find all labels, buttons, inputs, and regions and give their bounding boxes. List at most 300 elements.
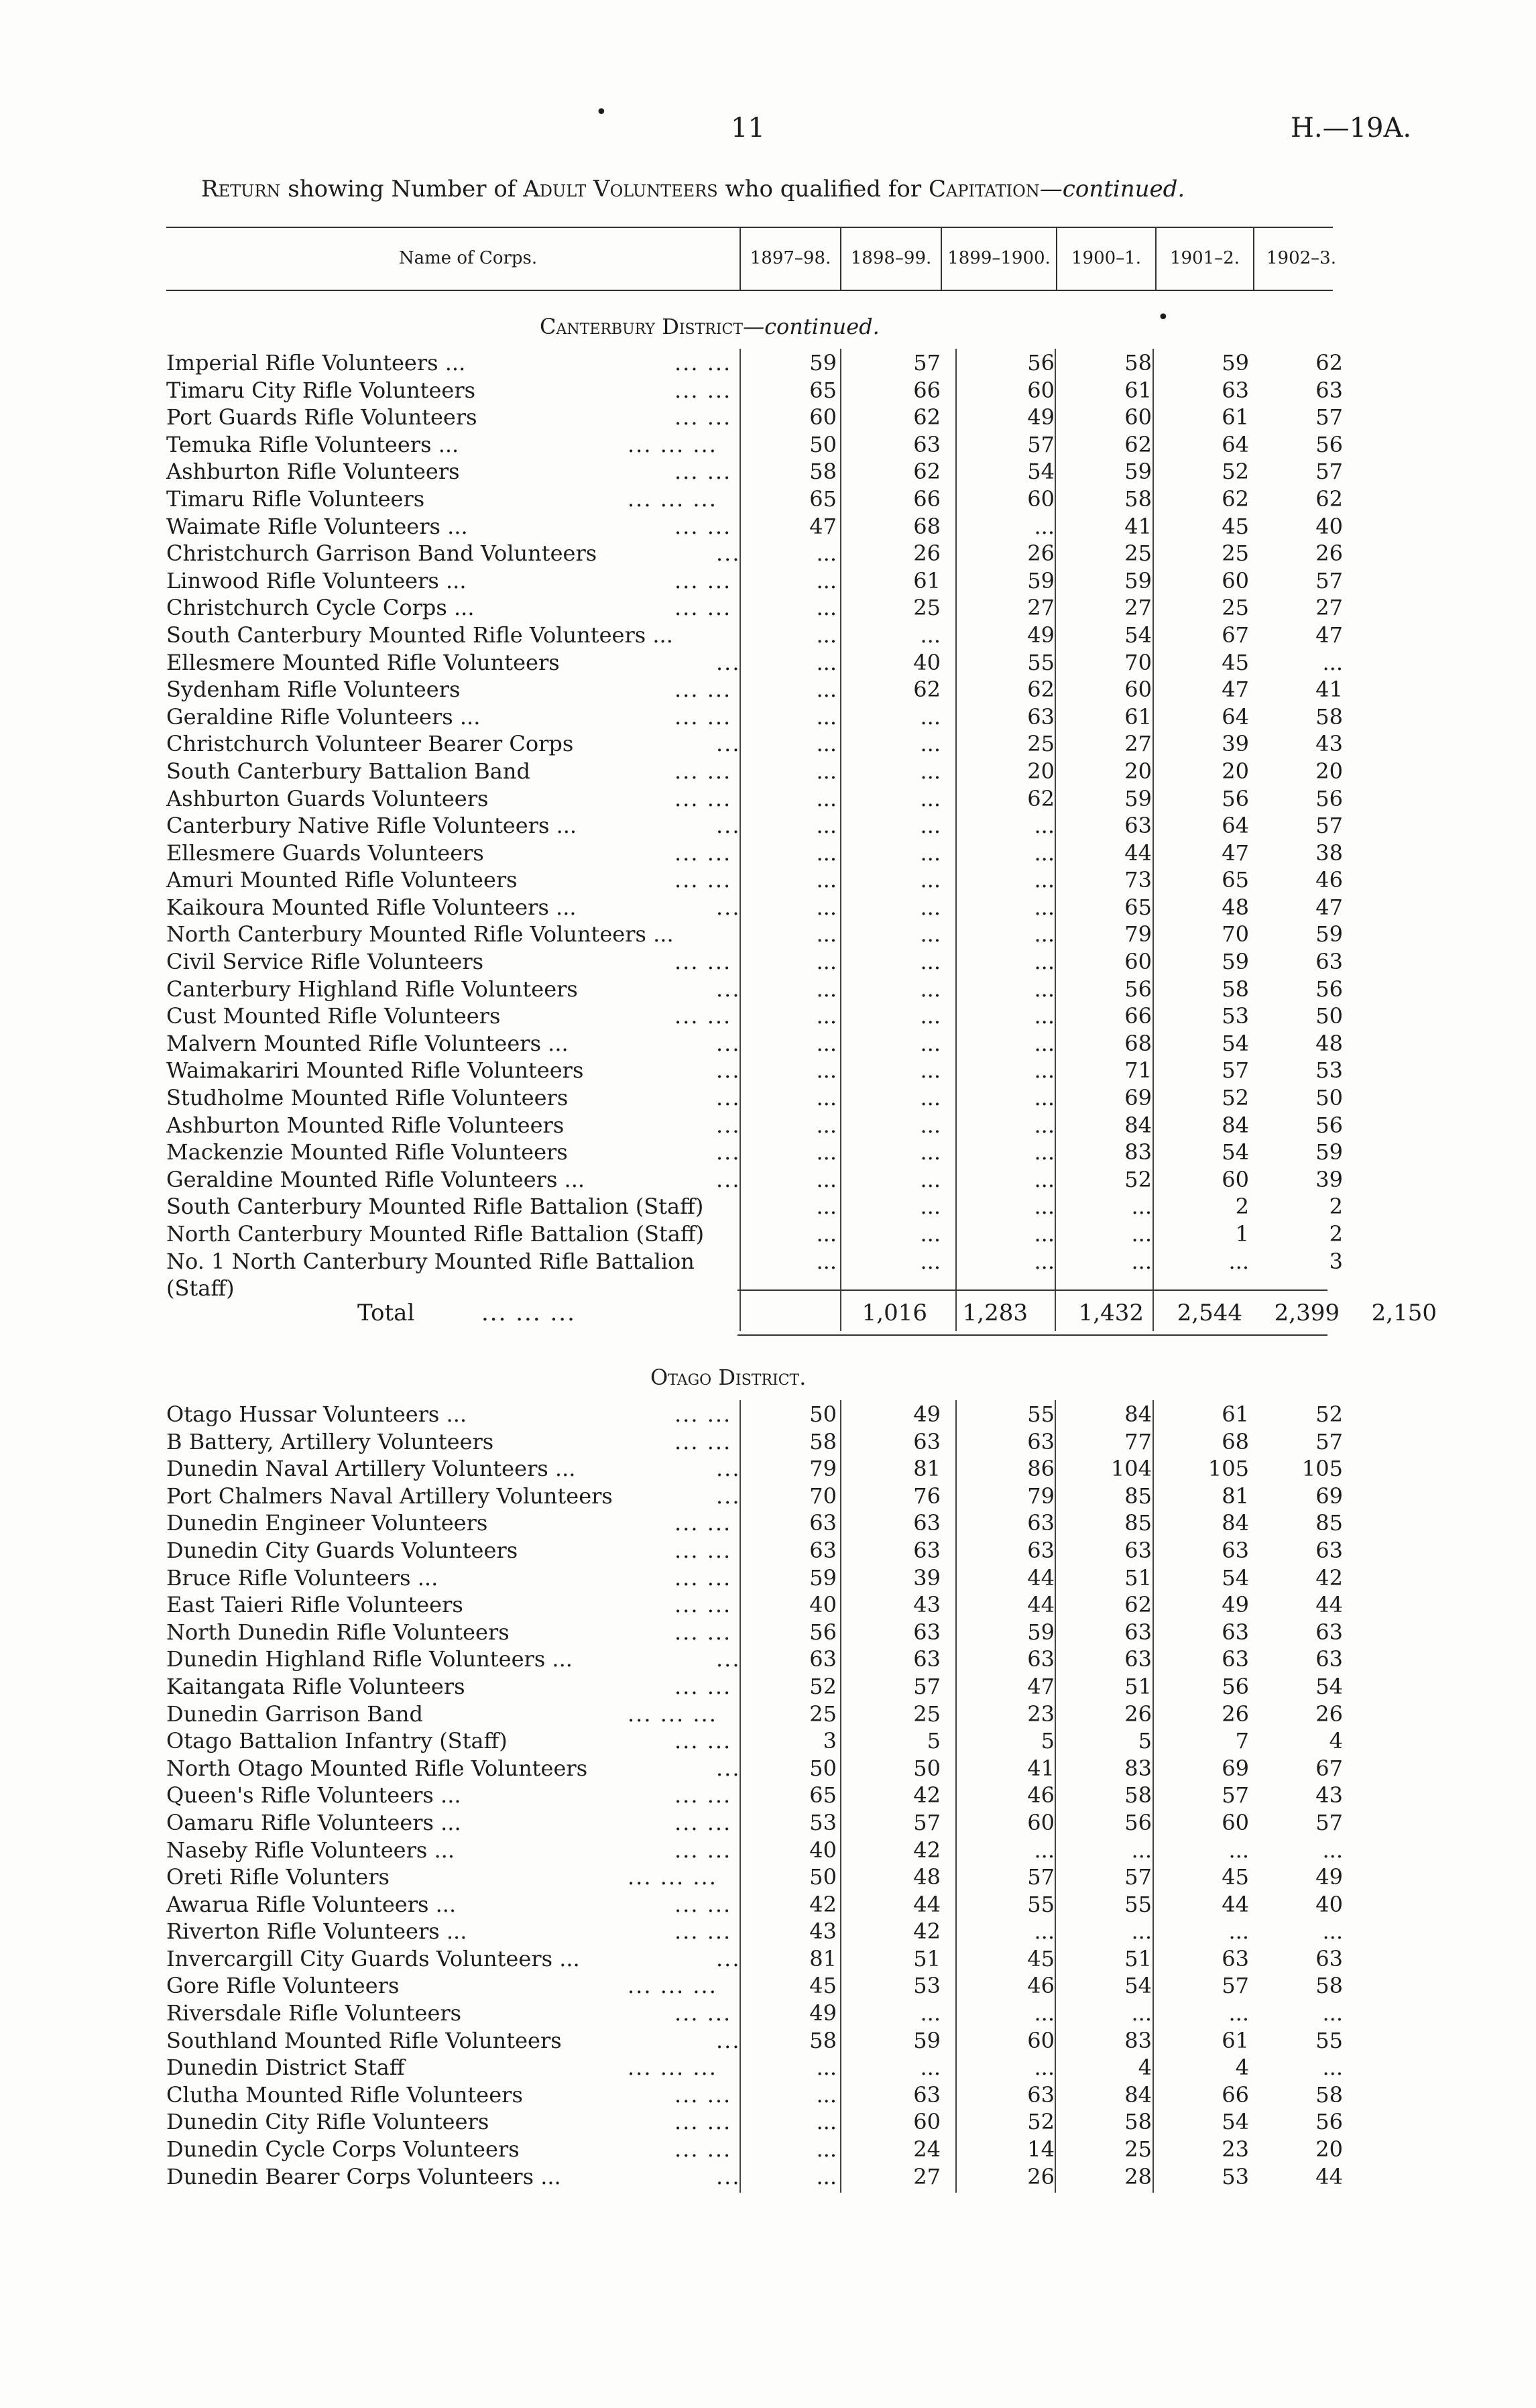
- cell-value: 51: [1124, 1564, 1152, 1591]
- cell-value: 23: [1027, 1701, 1055, 1727]
- cell-value: 79: [1027, 1483, 1055, 1509]
- cell-value: 45: [1222, 1864, 1249, 1890]
- cell-value: 104: [1110, 1456, 1152, 1482]
- cell-value: 84: [1222, 1112, 1249, 1138]
- corps-name: Port Chalmers Naval Artillery Volunteers: [166, 1483, 613, 1509]
- dot-leader: ... ...: [674, 2136, 732, 2163]
- cell-value: 27: [1124, 595, 1152, 621]
- corps-name: Ashburton Guards Volunteers: [166, 785, 489, 811]
- cell-value: 56: [1124, 976, 1152, 1002]
- cell-value: ...: [1228, 2000, 1249, 2026]
- cell-value: 58: [1124, 485, 1152, 512]
- corps-name: Ellesmere Mounted Rifle Volunteers: [166, 649, 560, 675]
- page-number: 11: [731, 113, 765, 144]
- cell-value: ...: [1034, 2055, 1055, 2081]
- corps-name: Ashburton Mounted Rifle Volunteers: [166, 1112, 565, 1138]
- cell-value: 63: [1124, 1537, 1152, 1563]
- cell-value: 55: [1124, 1891, 1152, 1917]
- cell-value: ...: [1034, 2000, 1055, 2026]
- cell-value: ...: [1034, 1166, 1055, 1192]
- cell-value: 62: [1124, 1592, 1152, 1618]
- cell-value: 62: [1124, 431, 1152, 457]
- cell-value: 40: [1315, 1891, 1343, 1917]
- cell-value: ...: [816, 1166, 837, 1192]
- cell-value: 40: [913, 649, 941, 675]
- cell-value: ...: [816, 1139, 837, 1165]
- cell-value: ...: [816, 567, 837, 593]
- corps-name: Kaitangata Rifle Volunteers: [166, 1673, 465, 1699]
- cell-value: 5: [1138, 1728, 1152, 1754]
- cell-value: 50: [913, 1755, 941, 1781]
- cell-value: 57: [1222, 1782, 1249, 1809]
- corps-name: Dunedin City Rifle Volunteers: [166, 2109, 489, 2135]
- cell-value: 63: [1315, 377, 1343, 403]
- cell-value: ...: [920, 840, 941, 866]
- total-rule: [737, 1289, 1327, 1291]
- cell-value: 20: [1027, 758, 1055, 784]
- cell-value: 55: [1315, 2027, 1343, 2053]
- dot-leader: ... ...: [674, 1003, 732, 1029]
- corps-name: Dunedin Highland Rifle Volunteers ...: [166, 1646, 573, 1672]
- dot-leader: ... ...: [674, 2109, 732, 2135]
- corps-name: Invercargill City Guards Volunteers ...: [166, 1945, 580, 1971]
- cell-value: 49: [809, 2000, 837, 2026]
- cell-value: 47: [1222, 840, 1249, 866]
- dot-leader: ...: [716, 1057, 741, 1084]
- cell-value: 63: [913, 2081, 941, 2108]
- cell-value: 46: [1027, 1782, 1055, 1809]
- dot-leader: ...: [716, 813, 741, 839]
- cell-value: 63: [1222, 1537, 1249, 1563]
- cell-value: 50: [1315, 1085, 1343, 1111]
- corps-name: Canterbury Native Rifle Volunteers ...: [166, 813, 577, 839]
- dot-leader: ... ...: [674, 1619, 732, 1645]
- column-rule: [1055, 1400, 1056, 2193]
- cell-value: 47: [1222, 677, 1249, 703]
- cell-value: 44: [1027, 1592, 1055, 1618]
- cell-value: 62: [913, 459, 941, 485]
- cell-value: ...: [1228, 1837, 1249, 1863]
- cell-value: 60: [1124, 949, 1152, 975]
- cell-value: ...: [816, 1112, 837, 1138]
- cell-value: ...: [1034, 1057, 1055, 1084]
- cell-value: 66: [913, 485, 941, 512]
- corps-name: B Battery, Artillery Volunteers: [166, 1428, 494, 1454]
- cell-value: 62: [1315, 350, 1343, 376]
- cell-value: ...: [1034, 1003, 1055, 1029]
- cell-value: 61: [1222, 1401, 1249, 1427]
- cell-value: 56: [1315, 976, 1343, 1002]
- cell-value: 69: [1124, 1085, 1152, 1111]
- total-value: 1,016: [862, 1300, 927, 1326]
- cell-value: 27: [913, 2163, 941, 2189]
- corps-name: Dunedin City Guards Volunteers: [166, 1537, 518, 1563]
- dot-leader: ... ... ...: [628, 2055, 717, 2081]
- cell-value: 25: [1124, 540, 1152, 567]
- cell-value: 39: [913, 1564, 941, 1591]
- title-adult-volunteers: Adult Volunteers: [523, 176, 718, 203]
- dot-leader: ... ...: [674, 1428, 732, 1454]
- cell-value: ...: [1034, 1085, 1055, 1111]
- corps-name: Awarua Rifle Volunteers ...: [166, 1891, 457, 1917]
- cell-value: 57: [1315, 404, 1343, 431]
- cell-value: 49: [1027, 622, 1055, 648]
- cell-value: 44: [1027, 1564, 1055, 1591]
- cell-value: 57: [1315, 1428, 1343, 1454]
- dot-leader: ... ...: [674, 1564, 732, 1591]
- title-text-2: who qualified for: [717, 176, 929, 203]
- cell-value: 63: [1124, 1646, 1152, 1672]
- column-rule: [840, 1400, 841, 2193]
- cell-value: ...: [1131, 1918, 1152, 1945]
- dot-leader: ...: [716, 1085, 741, 1111]
- dot-leader: ... ...: [674, 840, 732, 866]
- cell-value: 63: [1027, 2081, 1055, 2108]
- cell-value: 50: [809, 431, 837, 457]
- cell-value: 43: [1315, 1782, 1343, 1809]
- cell-value: 60: [1124, 404, 1152, 431]
- cell-value: 63: [913, 431, 941, 457]
- cell-value: 60: [809, 404, 837, 431]
- cell-value: 45: [1222, 649, 1249, 675]
- cell-value: 56: [1124, 1809, 1152, 1835]
- dot-leader: ... ... ...: [628, 1973, 717, 1999]
- cell-value: 81: [1222, 1483, 1249, 1509]
- cell-value: 76: [913, 1483, 941, 1509]
- cell-value: 63: [1124, 813, 1152, 839]
- cell-value: 42: [1315, 1564, 1343, 1591]
- dot-leader: ... ...: [674, 703, 732, 730]
- cell-value: ...: [1131, 1837, 1152, 1863]
- cell-value: 65: [1124, 894, 1152, 920]
- cell-value: 49: [913, 1401, 941, 1427]
- cell-value: 57: [913, 350, 941, 376]
- cell-value: 70: [1124, 649, 1152, 675]
- cell-value: ...: [816, 758, 837, 784]
- cell-value: 26: [1027, 540, 1055, 567]
- cell-value: 45: [1027, 1945, 1055, 1971]
- corps-name: Oreti Rifle Volunters: [166, 1864, 390, 1890]
- cell-value: 48: [1315, 1030, 1343, 1056]
- cell-value: 69: [1222, 1755, 1249, 1781]
- dot-leader: ... ...: [674, 1809, 732, 1835]
- cell-value: 56: [809, 1619, 837, 1645]
- cell-value: 27: [1124, 731, 1152, 757]
- cell-value: ...: [816, 2136, 837, 2163]
- cell-value: 42: [913, 1782, 941, 1809]
- cell-value: 63: [913, 1428, 941, 1454]
- cell-value: ...: [1034, 1837, 1055, 1863]
- cell-value: 45: [809, 1973, 837, 1999]
- cell-value: 26: [1124, 1701, 1152, 1727]
- cell-value: 2: [1329, 1221, 1343, 1247]
- cell-value: 68: [1222, 1428, 1249, 1454]
- cell-value: 61: [1124, 377, 1152, 403]
- cell-value: 38: [1315, 840, 1343, 866]
- dot-leader: ... ...: [674, 2081, 732, 2108]
- corps-name: Gore Rifle Volunteers: [166, 1973, 400, 1999]
- cell-value: 59: [1027, 567, 1055, 593]
- cell-value: 84: [1124, 1112, 1152, 1138]
- cell-value: 67: [1315, 1755, 1343, 1781]
- cell-value: ...: [816, 2081, 837, 2108]
- cell-value: 59: [1315, 1139, 1343, 1165]
- cell-value: 3: [1329, 1248, 1343, 1274]
- cell-value: 42: [913, 1918, 941, 1945]
- cell-value: 4: [1138, 2055, 1152, 2081]
- corps-name: North Dunedin Rifle Volunteers: [166, 1619, 510, 1645]
- corps-name: Southland Mounted Rifle Volunteers: [166, 2027, 562, 2053]
- cell-value: ...: [816, 894, 837, 920]
- cell-value: 58: [1124, 1782, 1152, 1809]
- corps-name: North Canterbury Mounted Rifle Volunteers ...: [166, 921, 674, 948]
- dot-leader: ...: [716, 1945, 741, 1971]
- cell-value: 58: [1124, 2109, 1152, 2135]
- dot-leader: ... ...: [674, 350, 732, 376]
- total-value: 2,399: [1274, 1300, 1340, 1326]
- cell-value: ...: [816, 649, 837, 675]
- cell-value: 52: [1027, 2109, 1055, 2135]
- cell-value: 20: [1222, 758, 1249, 784]
- cell-value: 28: [1124, 2163, 1152, 2189]
- dot-leader: ... ...: [674, 404, 732, 431]
- cell-value: 58: [809, 2027, 837, 2053]
- cell-value: 57: [913, 1809, 941, 1835]
- cell-value: ...: [920, 1139, 941, 1165]
- cell-value: ...: [920, 867, 941, 893]
- cell-value: ...: [1034, 1221, 1055, 1247]
- dot-leader: ... ...: [674, 1537, 732, 1563]
- corps-name: Timaru City Rifle Volunteers: [166, 377, 476, 403]
- dot-leader: ... ... ...: [628, 1864, 717, 1890]
- cell-value: 59: [1027, 1619, 1055, 1645]
- cell-value: ...: [816, 976, 837, 1002]
- column-rule: [1153, 1400, 1154, 2193]
- corps-name: Queen's Rifle Volunteers ...: [166, 1782, 461, 1809]
- cell-value: 63: [1315, 1537, 1343, 1563]
- corps-name: Linwood Rifle Volunteers ...: [166, 567, 467, 593]
- cell-value: 83: [1124, 2027, 1152, 2053]
- cell-value: ...: [1034, 949, 1055, 975]
- cell-value: ...: [920, 1194, 941, 1220]
- cell-value: 64: [1222, 703, 1249, 730]
- cell-value: 26: [913, 540, 941, 567]
- cell-value: ...: [920, 976, 941, 1002]
- dot-leader: ... ...: [674, 1891, 732, 1917]
- cell-value: 60: [1124, 677, 1152, 703]
- cell-value: 69: [1315, 1483, 1343, 1509]
- cell-value: 27: [1027, 595, 1055, 621]
- cell-value: 60: [1222, 1166, 1249, 1192]
- cell-value: ...: [920, 1221, 941, 1247]
- cell-value: 2: [1329, 1194, 1343, 1220]
- dot-leader: ...: [716, 1166, 741, 1192]
- cell-value: 4: [1329, 1728, 1343, 1754]
- cell-value: 44: [1315, 1592, 1343, 1618]
- cell-value: 105: [1301, 1456, 1343, 1482]
- cell-value: 59: [809, 1564, 837, 1591]
- cell-value: 47: [1315, 894, 1343, 920]
- corps-name: Canterbury Highland Rifle Volunteers: [166, 976, 578, 1002]
- cell-value: 54: [1222, 1564, 1249, 1591]
- cell-value: 26: [1027, 2163, 1055, 2189]
- cell-value: 85: [1315, 1510, 1343, 1536]
- cell-value: 3: [823, 1728, 837, 1754]
- cell-value: 26: [1315, 1701, 1343, 1727]
- column-rule: [955, 1400, 957, 2193]
- cell-value: 43: [809, 1918, 837, 1945]
- cell-value: 44: [1124, 840, 1152, 866]
- dot-leader: ...: [716, 1646, 741, 1672]
- cell-value: ...: [1131, 1194, 1152, 1220]
- cell-value: 5: [1041, 1728, 1055, 1754]
- cell-value: ...: [920, 813, 941, 839]
- cell-value: 39: [1315, 1166, 1343, 1192]
- corps-name: South Canterbury Battalion Band: [166, 758, 530, 784]
- cell-value: ...: [816, 1085, 837, 1111]
- cell-value: 65: [809, 1782, 837, 1809]
- dot-leader: ... ...: [674, 867, 732, 893]
- total-value: 1,432: [1078, 1300, 1144, 1326]
- cell-value: 44: [913, 1891, 941, 1917]
- cell-value: 56: [1315, 1112, 1343, 1138]
- total-leader: ... ... ...: [481, 1300, 576, 1326]
- dot-leader: ... ... ...: [628, 485, 717, 512]
- cell-value: ...: [816, 703, 837, 730]
- cell-value: ...: [1034, 976, 1055, 1002]
- cell-value: 47: [1027, 1673, 1055, 1699]
- dot-leader: ...: [716, 1030, 741, 1056]
- dot-leader: ... ...: [674, 1510, 732, 1536]
- dot-leader: ...: [716, 540, 741, 567]
- cell-value: 43: [1315, 731, 1343, 757]
- corps-name: Waimakariri Mounted Rifle Volunteers: [166, 1057, 584, 1084]
- ink-mark: •: [595, 101, 607, 124]
- corps-name: Dunedin District Staff: [166, 2055, 405, 2081]
- cell-value: ...: [816, 1248, 837, 1274]
- cell-value: 54: [1315, 1673, 1343, 1699]
- corps-name: (Staff): [166, 1275, 235, 1302]
- cell-value: 57: [1315, 459, 1343, 485]
- canterbury-heading-text: Canterbury District: [540, 314, 744, 339]
- cell-value: 46: [1315, 867, 1343, 893]
- cell-value: ...: [1034, 921, 1055, 948]
- cell-value: 57: [1124, 1864, 1152, 1890]
- dot-leader: ...: [716, 2163, 741, 2189]
- corps-name: Dunedin Garrison Band: [166, 1701, 423, 1727]
- cell-value: ...: [920, 1030, 941, 1056]
- cell-value: 49: [1027, 404, 1055, 431]
- cell-value: 63: [1315, 1619, 1343, 1645]
- cell-value: ...: [920, 622, 941, 648]
- cell-value: ...: [816, 677, 837, 703]
- cell-value: 26: [1222, 1701, 1249, 1727]
- page-title: [201, 176, 1185, 203]
- cell-value: 50: [1315, 1003, 1343, 1029]
- cell-value: 51: [1124, 1673, 1152, 1699]
- cell-value: ...: [1322, 1918, 1343, 1945]
- dot-leader: ... ...: [674, 513, 732, 539]
- cell-value: ...: [816, 1057, 837, 1084]
- corps-name: Clutha Mounted Rifle Volunteers: [166, 2081, 523, 2108]
- cell-value: 58: [809, 459, 837, 485]
- column-rule: [1153, 349, 1154, 1331]
- cell-value: ...: [816, 622, 837, 648]
- cell-value: 2: [1235, 1194, 1249, 1220]
- cell-value: ...: [920, 1003, 941, 1029]
- cell-value: 56: [1222, 1673, 1249, 1699]
- cell-value: 61: [913, 567, 941, 593]
- section-heading-canterbury: [540, 314, 880, 339]
- dot-leader: ...: [716, 1456, 741, 1482]
- cell-value: 47: [809, 513, 837, 539]
- cell-value: ...: [920, 2000, 941, 2026]
- cell-value: 64: [1222, 431, 1249, 457]
- dot-leader: ... ...: [674, 949, 732, 975]
- cell-value: 60: [1222, 567, 1249, 593]
- cell-value: ...: [1131, 1248, 1152, 1274]
- cell-value: 52: [809, 1673, 837, 1699]
- cell-value: 60: [1027, 2027, 1055, 2053]
- cell-value: 52: [1124, 1166, 1152, 1192]
- cell-value: 25: [1222, 540, 1249, 567]
- cell-value: 50: [809, 1401, 837, 1427]
- cell-value: 44: [1222, 1891, 1249, 1917]
- cell-value: 53: [1315, 1057, 1343, 1084]
- cell-value: 84: [1222, 1510, 1249, 1536]
- cell-value: 59: [1124, 459, 1152, 485]
- title-continued: —continued.: [1039, 176, 1185, 203]
- corps-name: Riverton Rifle Volunteers ...: [166, 1918, 467, 1945]
- cell-value: 83: [1124, 1755, 1152, 1781]
- corps-name: North Canterbury Mounted Rifle Battalion (Staff): [166, 1221, 705, 1247]
- cell-value: 53: [913, 1973, 941, 1999]
- cell-value: 83: [1124, 1139, 1152, 1165]
- cell-value: 46: [1027, 1973, 1055, 1999]
- cell-value: ...: [816, 1003, 837, 1029]
- header-year-1900: 1900–1.: [1071, 248, 1141, 268]
- total-value: 1,283: [962, 1300, 1028, 1326]
- cell-value: 62: [1222, 485, 1249, 512]
- corps-name: Dunedin Naval Artillery Volunteers ...: [166, 1456, 576, 1482]
- corps-name: Ashburton Rifle Volunteers: [166, 459, 460, 485]
- cell-value: ...: [920, 1166, 941, 1192]
- cell-value: 66: [913, 377, 941, 403]
- column-rule: [740, 1400, 741, 2193]
- dot-leader: ... ...: [674, 377, 732, 403]
- dot-leader: ... ... ...: [628, 431, 717, 457]
- cell-value: 44: [1315, 2163, 1343, 2189]
- cell-value: 14: [1027, 2136, 1055, 2163]
- cell-value: 63: [1222, 1646, 1249, 1672]
- dot-leader: ...: [716, 731, 741, 757]
- corps-name: Naseby Rifle Volunteers ...: [166, 1837, 455, 1863]
- cell-value: ...: [816, 785, 837, 811]
- document-reference: H.—19A.: [1291, 113, 1412, 144]
- cell-value: 73: [1124, 867, 1152, 893]
- cell-value: ...: [1034, 513, 1055, 539]
- cell-value: 53: [1222, 1003, 1249, 1029]
- cell-value: 84: [1124, 1401, 1152, 1427]
- cell-value: 63: [913, 1646, 941, 1672]
- cell-value: 65: [809, 377, 837, 403]
- corps-name: Waimate Rifle Volunteers ...: [166, 513, 468, 539]
- column-rule: [740, 349, 741, 1331]
- dot-leader: ... ...: [674, 1673, 732, 1699]
- cell-value: 63: [1027, 703, 1055, 730]
- cell-value: 61: [1222, 2027, 1249, 2053]
- dot-leader: ... ...: [674, 1918, 732, 1945]
